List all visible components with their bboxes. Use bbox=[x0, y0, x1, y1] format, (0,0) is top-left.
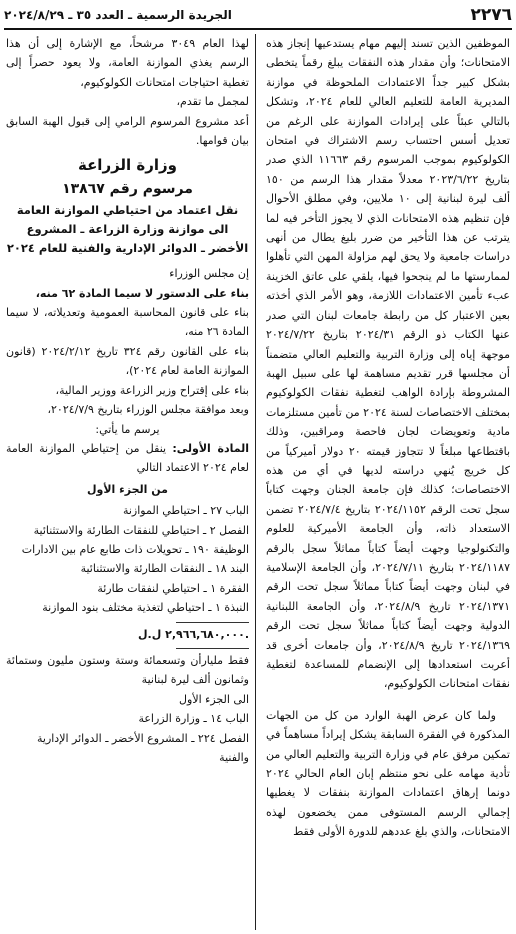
from-items-list bbox=[6, 501, 249, 617]
preamble-line: بناء على قانون المحاسبة العمومية وتعديلاته، لا سيما المادة ٢٦ منه، bbox=[6, 306, 249, 339]
decree-number: مرسوم رقم ١٣٨٦٧ bbox=[62, 180, 193, 197]
preamble-line: وبعد موافقة مجلس الوزراء بتاريخ ٢٠٢٤/٧/٩، bbox=[47, 403, 249, 417]
page-number: ٢٢٧٦ bbox=[470, 5, 512, 25]
preamble-line: إن مجلس الوزراء bbox=[169, 267, 249, 281]
budget-item: النبذة ١ ـ احتياطي لتغذية مختلف بنود الموازنة bbox=[42, 601, 249, 615]
paragraph: الموظفين الذين تسند إليهم مهام يستدعيها إنجاز هذه الامتحانات؛ وأن مقدار هذه النفقات يبلغ رقماً يتخطى بشكل كبير جداً الاعتمادات الملحوظة في موازنة المديرية العامة للتعليم العالي للعام ٢٠٢٤، وتشكل بالتالي عبئاً على إيرادات الموازنة على الرغم من تعديل أسس احتساب رسم الاشتراك في امتحان الكولوكيوم بموجب المرسوم رقم ١١٦٦٣ الذي صدر بتاريخ ٢٠٢٣/٦/٢٢ معدلاً مقدار هذا الرسم من ١٥٠ ألف ليرة لبنانية إلى ١٠ ملايين، وفي مطلق الأحوال فإن تنظيم هذه الامتحانات الذي لا يجوز التأخر فيه لما يترتب عن هذا التأخير من ضرر بليغ يطال من أنهى دراسات جامعية ولا يحق لهم مزاولة المهن التي تأهلوا لممارستها ما لم ينجحوا فيها، يلقي على عاتق الخزينة عبء تأمين الاعتمادات اللازمة، وهو الأمر الذي أخذته بعين الاعتبار كل من رابطة جامعات لبنان التي صدر عنها الكتاب ذو الرقم ٢٠٢٤/٣١ بتاريخ ٢٠٢٤/٧/٢٢ موجهة إياه إلى وزارة التربية والتعليم العالي متضمناً أن مجلسها قرر تقديم مساهمة لها على سبيل الهبة المشروطة بإرادة الواهب لتغطية نفقات الكولوكيوم بمختلف الاختصاصات لسنة ٢٠٢٤ من تأمين مستلزمات مادية وتعويضات لجان فاحصة ومراقبين، وذلك باقتطاعها مبلغاً لا تتجاوز قيمته ٢٠ دولار أميركياً من كل خريج يُنهي دراسته لديها في أي من هذه الاختصاصات؛ كذلك فإن جامعة الجنان وجهت كتاباً سجل تحت الرقم ٢٠٢٤/١١٥٢ بتاريخ ٢٠٢٤/٧/٤ تضمن الاستعداد ذاته، وأن الجامعة الأميركية للعلوم والتكنولوجيا وجهت أيضاً كتاباً مماثلاً سجل بالرقم ٢٠٢٤/١١٨٧ بتاريخ ٢٠٢٤/٧/١١، وأن الجامعة الإسلامية في لبنان وجهت أيضاً كتاباً مماثلاً سجل تحت الرقم ٢٠٢٤/١٣٧١ تاريخ ٢٠٢٤/٨/٩، وأن الجامعة اللبنانية الدولية وجهت أيضاً كتاباً مماثلاً سجل تحت الرقم ٢٠٢٤/١٣٦٩ تاريخ ٢٠٢٤/٨/٩، وأن جامعات أخرى قد أعربت استعدادها إلى الإنضمام للمساعدة لتغطية نفقات امتحانات الكولوكيوم، bbox=[266, 37, 510, 691]
preamble-line: بناء على القانون رقم ٣٢٤ تاريخ ٢٠٢٤/٢/١٢ (قانون الموازنة العامة لعام ٢٠٢٤)، bbox=[6, 344, 249, 378]
amount-rule bbox=[176, 622, 249, 623]
right-column bbox=[266, 34, 510, 930]
paragraph: أعد مشروع المرسوم الرامي إلى قبول الهبة السابق بيان قوامها. bbox=[6, 114, 249, 148]
budget-item: الباب ١٤ ـ وزارة الزراعة bbox=[138, 712, 249, 726]
paragraph: ولما كان عرض الهبة الوارد من كل من الجهات المذكورة في الفقرة السابقة يشكل إيراداً مساهماً في تمكين مرفق عام في وزارة التربية والتعليم العالي من تأدية مهامه على نحو منتظم إبان العام الحالي ٢٠٢٤ دونما إرهاق اعتمادات الموازنة بنفقات لا يغطيها إجمالي الرسم المستوفى ممن يخضعون لهذه الامتحانات، والذي بلغ عددهم للدورة الأولى فقط bbox=[266, 708, 510, 839]
article-1 bbox=[6, 439, 249, 478]
article-1-label: المادة الأولى: bbox=[172, 441, 249, 455]
decree-subject: نقل اعتماد من احتياطي الموازنة العامة الى موازنة وزارة الزراعة ـ المشروع الأخضر ـ الدوائر الإدارية والفنية للعام ٢٠٢٤ bbox=[6, 203, 249, 256]
issue-line: الجريدة الرسمية ـ العدد ٣٥ ـ ٢٠٢٤/٨/٢٩ bbox=[4, 8, 232, 22]
paragraph: لمجمل ما تقدم، bbox=[176, 95, 249, 109]
budget-item: الباب ٢٧ ـ احتياطي الموازنة bbox=[122, 504, 249, 518]
preamble-line: بناء على إقتراح وزير الزراعة ووزير المالية، bbox=[55, 383, 249, 397]
from-part-heading: من الجزء الأول bbox=[86, 482, 168, 496]
ministry-title: وزارة الزراعة bbox=[77, 156, 178, 175]
article-1-text: ينقل من إحتياطي الموازنة العامة لعام ٢٠٢٤ الاعتماد التالي bbox=[6, 441, 249, 475]
paragraph: لهذا العام ٣٠٤٩ مرشحاً، مع الإشارة إلى أن هذا الرسم يغذي الموازنة العامة، ولا يعود حصراً إلى تغطية احتياجات امتحانات الكولوكيوم، bbox=[6, 37, 249, 89]
transfer-amount: ٢,٩٦٦,٦٨٠,٠٠٠ ل.ل. bbox=[138, 627, 249, 641]
budget-item: الفصل ٢٢٤ ـ المشروع الأخضر ـ الدوائر الإدارية والفنية bbox=[36, 731, 249, 764]
amount-rule bbox=[176, 648, 249, 649]
preamble-line: بناء على الدستور لا سيما المادة ٦٢ منه، bbox=[35, 286, 249, 300]
column-divider bbox=[255, 34, 256, 930]
left-column bbox=[6, 34, 249, 930]
decrees-line: يرسم ما يأتي: bbox=[95, 422, 160, 436]
budget-item: البند ١٨ ـ النفقات الطارئة والاستثنائية bbox=[80, 562, 249, 576]
to-part-heading: الى الجزء الأول bbox=[179, 692, 249, 706]
amount-in-words: فقط مليارأن وتسعمائة وستة وستون مليون وستمائة وثمانون ألف ليرة لبنانية bbox=[6, 653, 249, 687]
budget-item: الفصل ٢ ـ احتياطي للنفقات الطارئة والاستثنائية bbox=[33, 523, 249, 537]
budget-item: الفقرة ١ ـ احتياطي لنفقات طارئة bbox=[97, 581, 249, 595]
page-header bbox=[4, 2, 512, 30]
budget-item: الوظيفة ١٩٠ ـ تحويلات ذات طابع عام بين الادارات bbox=[21, 542, 249, 556]
